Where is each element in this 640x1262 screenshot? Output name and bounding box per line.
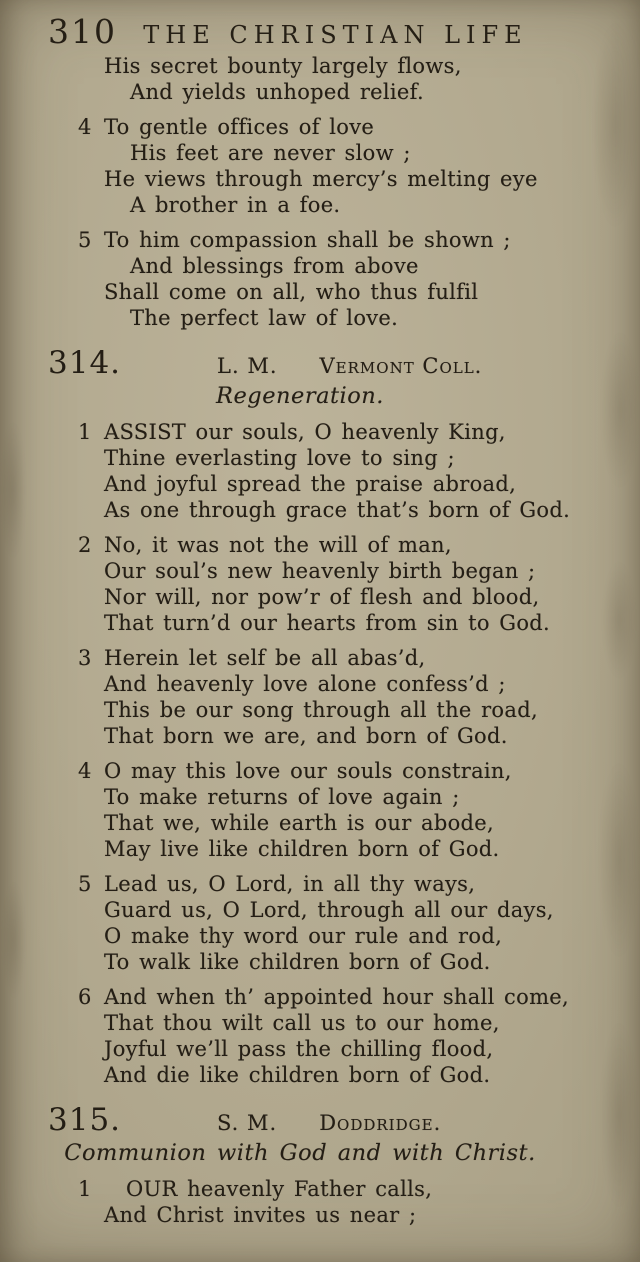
verse-line [26,836,614,862]
stanza-number: 2 [78,533,92,557]
verse-text: To him compassion shall be shown ; [104,228,511,252]
verse-text: As one through grace that’s born of God. [104,498,571,522]
verse-line [26,697,614,723]
verse-line [26,1202,614,1228]
verse-line [26,532,614,558]
bleed-through-smudge [0,420,26,560]
verse-text: And die like children born of God. [104,1063,491,1087]
stanza-number: 6 [78,985,92,1009]
verse-line [26,610,614,636]
verse-line [26,445,614,471]
verse-line [26,497,614,523]
verse-line [26,584,614,610]
hymn-315 [26,1102,614,1228]
verse-text: That we, while earth is our abode, [104,811,494,835]
verse-text: To gentle offices of love [104,115,375,139]
hymn-title: Communion with God and with Christ. [64,1140,536,1166]
verse-line [26,784,614,810]
verse-line [26,1062,614,1088]
verse-line [26,53,614,79]
stanza [26,758,614,862]
verse-text: No, it was not the will of man, [104,533,452,557]
verse-line [26,471,614,497]
hymn-title: Regeneration. [216,383,384,409]
verse-text: His secret bounty largely flows, [104,54,462,78]
verse-text: And blessings from above [130,254,419,278]
running-title: THE CHRISTIAN LIFE [143,21,528,49]
stanza-number: 1 [78,420,92,444]
hymn-meter: L. M. [217,354,278,378]
verse-line [26,1036,614,1062]
verse-text: May live like children born of God. [104,837,500,861]
verse-line [26,305,614,331]
verse-text: O make thy word our rule and rod, [104,924,503,948]
verse-text: OUR heavenly Father calls, [126,1177,433,1201]
verse-line [26,1176,614,1202]
verse-text: Joyful we’ll pass the chilling flood, [104,1037,494,1061]
verse-text: ASSIST our souls, O heavenly King, [104,420,506,444]
verse-line [26,984,614,1010]
verse-text: Thine everlasting love to sing ; [104,446,455,470]
stanza-number: 5 [78,228,92,252]
verse-text: This be our song through all the road, [104,698,538,722]
verse-line [26,79,614,105]
verse-line [26,758,614,784]
running-header [26,8,614,53]
verse-line [26,558,614,584]
stanza [26,53,614,105]
hymn-number: 315. [48,1102,122,1138]
verse-text: He views through mercy’s melting eye [104,167,538,191]
verse-text: A brother in a foe. [130,193,341,217]
stanza [26,114,614,218]
stanza-number: 4 [78,759,92,783]
stanza [26,1176,614,1228]
verse-line [26,671,614,697]
verse-text: And yields unhoped relief. [130,80,424,104]
bleed-through-smudge [2,880,26,1000]
stanza-number: 4 [78,115,92,139]
verse-text: And joyful spread the praise abroad, [104,472,517,496]
verse-text: And Christ invites us near ; [104,1203,417,1227]
verse-line [26,279,614,305]
verse-line [26,166,614,192]
hymn-meter: S. M. [217,1111,278,1135]
verse-text: That thou wilt call us to our home, [104,1011,500,1035]
verse-text: His feet are never slow ; [130,141,411,165]
verse-line [26,871,614,897]
verse-text: To make returns of love again ; [104,785,460,809]
verse-line [26,949,614,975]
stanza [26,871,614,975]
verse-line [26,810,614,836]
hymn-number: 314. [48,345,122,381]
hymn-attribution: Vermont Coll. [319,354,483,378]
hymn-attribution: Doddridge. [319,1111,442,1135]
stanza-number: 1 [78,1177,92,1201]
verse-line [26,923,614,949]
verse-line [26,140,614,166]
verse-line [26,1010,614,1036]
verse-text: Our soul’s new heavenly birth began ; [104,559,536,583]
page-number: 310 [48,12,117,51]
verse-line [26,192,614,218]
verse-line [26,645,614,671]
verse-line [26,227,614,253]
verse-text: That turn’d our hearts from sin to God. [104,611,551,635]
verse-line [26,897,614,923]
verse-text: O may this love our souls constrain, [104,759,512,783]
stanza [26,984,614,1088]
stanza-number: 3 [78,646,92,670]
verse-line [26,419,614,445]
hymn-heading [26,1102,614,1138]
verse-text: Herein let self be all abas’d, [104,646,426,670]
verse-text: To walk like children born of God. [104,950,491,974]
stanza [26,645,614,749]
verse-text: Guard us, O Lord, through all our days, [104,898,554,922]
verse-line [26,253,614,279]
verse-text: Lead us, O Lord, in all thy ways, [104,872,476,896]
stanza [26,532,614,636]
verse-text: Nor will, nor pow’r of flesh and blood, [104,585,540,609]
hymn-continued [26,53,614,331]
verse-line [26,723,614,749]
hymn-314 [26,345,614,1088]
stanza-number: 5 [78,872,92,896]
verse-text: Shall come on all, who thus fulfil [104,280,479,304]
verse-text: That born we are, and born of God. [104,724,508,748]
verse-text: And heavenly love alone confess’d ; [104,672,506,696]
stanza [26,419,614,523]
verse-text: And when th’ appointed hour shall come, [104,985,569,1009]
stanza [26,227,614,331]
verse-line [26,114,614,140]
verse-text: The perfect law of love. [130,306,399,330]
hymn-heading [26,345,614,381]
